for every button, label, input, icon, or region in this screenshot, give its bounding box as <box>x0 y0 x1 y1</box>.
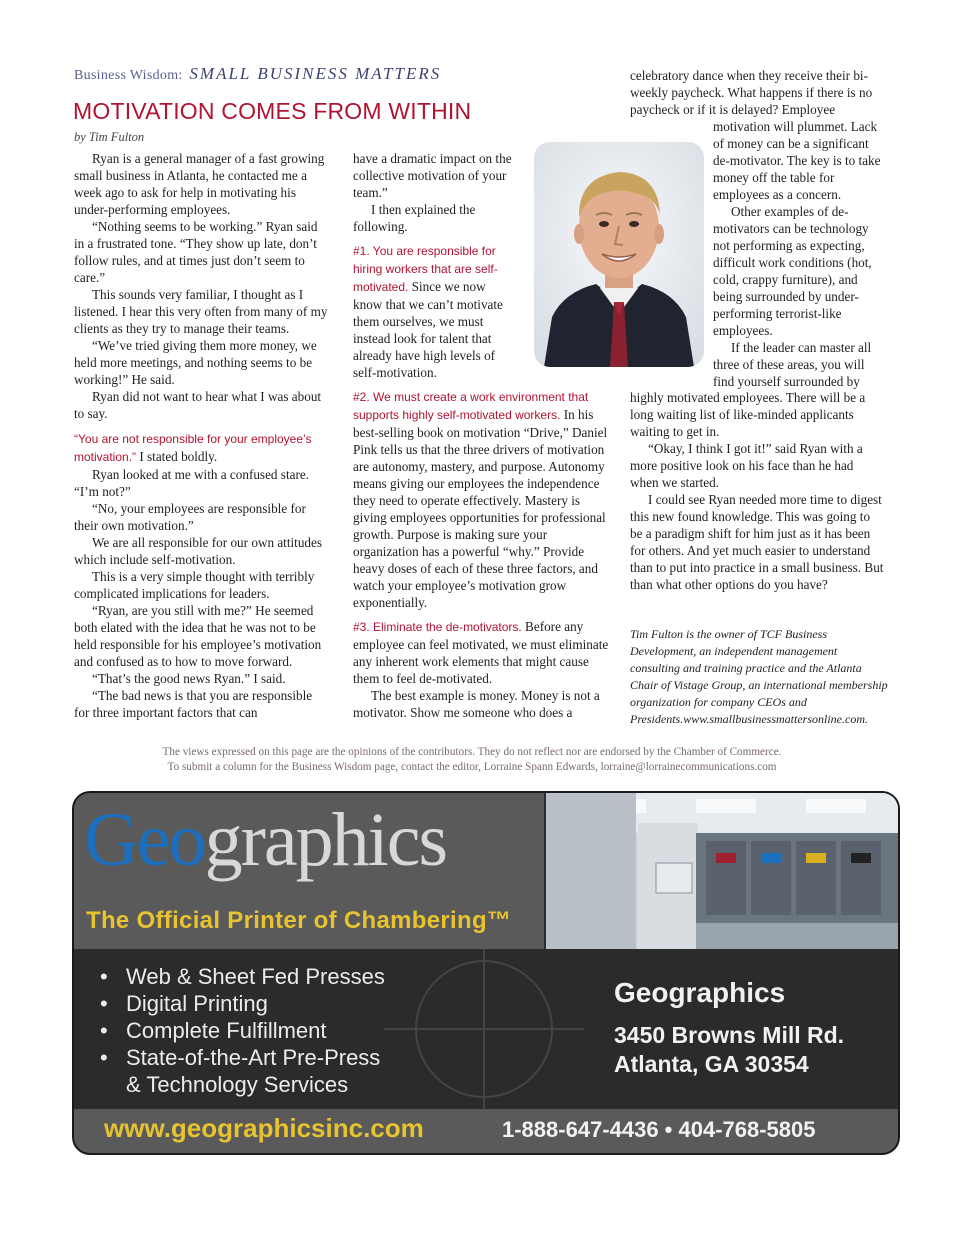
paragraph: “Ryan, are you still with me?” He seemed both elated with the idea that he was not to be held responsible for his employee’s motivation and confused as to how to move forward. <box>74 603 322 669</box>
paragraph: Ryan looked at me with a confused stare. “I’m not?” <box>74 467 310 499</box>
article-byline: by Tim Fulton <box>74 130 145 144</box>
geographics-advertisement <box>72 791 900 1155</box>
ad-address <box>614 1021 844 1079</box>
paragraph: This is a very simple thought with terribly complicated implications for leaders. <box>74 569 315 601</box>
paragraph: Ryan did not want to hear what I was about to say. <box>74 389 322 421</box>
section-kicker <box>74 64 441 84</box>
disclaimer-line-1: The views expressed on this page are the opinions of the contributors. They do not reflect nor are endorsed by the Chamber of Commerce. <box>162 746 782 758</box>
geographics-logo <box>84 797 446 884</box>
point-3-text: Before any employee can feel motivated, we must eliminate any inherent work elements that might cause them to feel de-motivated. <box>353 619 609 686</box>
article-column-3-bottom <box>630 389 884 593</box>
paragraph: celebratory dance when they receive their bi-weekly paycheck. What happens if there is no paycheck or if it is delayed? Employee <box>630 68 873 117</box>
article-column-3-top <box>630 67 884 118</box>
ad-services-list <box>100 963 385 1098</box>
point-2 <box>353 388 609 611</box>
kicker-prefix: Business Wisdom: <box>74 68 183 83</box>
pull-quote-paragraph <box>74 430 328 466</box>
paragraph: Other examples of de-motivators can be technology not performing as expecting, difficult work conditions (hot, cold, crappy furniture), and being surrounded by under-performing terrorist-like employees. <box>713 204 872 338</box>
paragraph: We are all responsible for our own attitudes which include self-motivation. <box>74 535 323 567</box>
service-item: • State-of-the-Art Pre-Press <box>100 1044 385 1071</box>
paragraph: “The bad news is that you are responsible for three important factors that can <box>74 688 313 720</box>
ad-tagline: The Official Printer of Chambering™ <box>86 907 512 934</box>
printing-press-photo <box>546 793 898 949</box>
paragraph: I could see Ryan needed more time to digest this new found knowledge. This was going to be a paradigm shift for him just as it has been for others. And yet much easier to understand than to put into practice in a small business. But than what other options do you have? <box>630 492 884 592</box>
paragraph: “Okay, I think I got it!” said Ryan with a more positive look on his face than he had when we started. <box>630 441 863 490</box>
paragraph: motivation will plummet. Lack of money can be a significant de-motivator. The key is to take money off the table for employees as a concern. <box>713 119 881 202</box>
point-1-text: Since we now know that we can’t motivate them ourselves, we must instead look for talent that already have high levels of self-motivation. <box>353 279 503 380</box>
paragraph: “We’ve tried giving them more money, we held more meetings, and nothing seems to be working!” He said. <box>74 338 317 387</box>
kicker-title: SMALL BUSINESS MATTERS <box>189 64 442 83</box>
ad-logo-panel <box>74 793 544 949</box>
paragraph: The best example is money. Money is not a motivator. Show me someone who does a <box>353 688 600 720</box>
address-line-1: 3450 Browns Mill Rd. <box>614 1022 845 1048</box>
paragraph: “No, your employees are responsible for their own motivation.” <box>74 501 306 533</box>
paragraph: “That’s the good news Ryan.” I said. <box>92 671 286 686</box>
author-bio: Tim Fulton is the owner of TCF Business Development, an independent management consulting and training practice and the Atlanta Chair of Vistage Group, an international membership organization for company CEOs and Presidents.www.smallbusinessmattersonline.com. <box>630 627 888 726</box>
logo-rest: graphics <box>204 798 447 882</box>
service-item: • Digital Printing <box>100 990 385 1017</box>
address-line-2: Atlanta, GA 30354 <box>614 1051 809 1077</box>
article-column-1 <box>74 150 328 721</box>
article-column-3-wrap <box>713 118 885 390</box>
pull-quote: “You are not responsible for your employee’s motivation.” <box>74 432 312 464</box>
point-2-text: In his best-selling book on motivation “Drive,” Daniel Pink tells us that the three drivers of motivation are autonomy, mastery, and purpose. Autonomy means giving our employees the independence they need to operate effectively. Mastery is giving employees opportunities for professional growth. Purpose is making sure your organization has a powerful “why.” Provide heavy doses of each of these three factors, and watch your employee’s motivation grow exponentially. <box>353 407 608 610</box>
paragraph: Ryan is a general manager of a fast growing small business in Atlanta, he contacted me a week ago to ask for help in motivating his under-performing employees. <box>74 151 325 217</box>
logo-geo: Geo <box>84 798 205 882</box>
point-3 <box>353 618 609 687</box>
disclaimer <box>0 745 944 775</box>
ad-company-name: Geographics <box>614 977 786 1008</box>
service-item-continuation: & Technology Services <box>126 1072 349 1097</box>
point-3-heading: #3. Eliminate the de-motivators. <box>353 620 522 634</box>
ad-contact-bar <box>74 1109 898 1153</box>
service-item: • Complete Fulfillment <box>100 1017 385 1044</box>
author-portrait-icon <box>534 142 704 367</box>
paragraph: This sounds very familiar, I thought as I listened. I hear this very often from many of my clients as they try to manage their teams. <box>74 287 328 336</box>
paragraph: If the leader can master all three of these areas, you will find yourself surrounded by <box>713 340 872 389</box>
point-1 <box>353 242 513 381</box>
printing-press-icon <box>546 793 898 949</box>
ad-website-link[interactable]: www.geographicsinc.com <box>104 1113 424 1143</box>
disclaimer-line-2: To submit a column for the Business Wisdom page, contact the editor, Lorraine Spann Edwards, lorraine@lorrainecommunications.com <box>167 761 777 773</box>
ad-phone-numbers: 1-888-647-4436 • 404-768-5805 <box>502 1117 816 1142</box>
pull-quote-tail: I stated boldly. <box>136 449 218 464</box>
point-2-heading: #2. We must create a work environment that supports highly self-motivated workers. <box>353 390 589 422</box>
author-photo <box>534 142 704 367</box>
ad-services-panel <box>74 949 898 1109</box>
service-item: • Web & Sheet Fed Presses <box>100 963 385 990</box>
paragraph: I then explained the following. <box>353 202 476 234</box>
paragraph: highly motivated employees. There will be a long waiting list of like-minded applicants waiting to get in. <box>630 390 866 439</box>
paragraph: have a dramatic impact on the collective motivation of your team.” <box>353 151 512 200</box>
point-1-heading: #1. You are responsible for hiring workers that are self-motivated. <box>353 244 498 294</box>
paragraph: “Nothing seems to be working.” Ryan said in a frustrated tone. “They show up late, don’t follow rules, and at times just don’t seem to care.” <box>74 219 318 285</box>
article-headline: MOTIVATION COMES FROM WITHIN <box>73 98 472 124</box>
